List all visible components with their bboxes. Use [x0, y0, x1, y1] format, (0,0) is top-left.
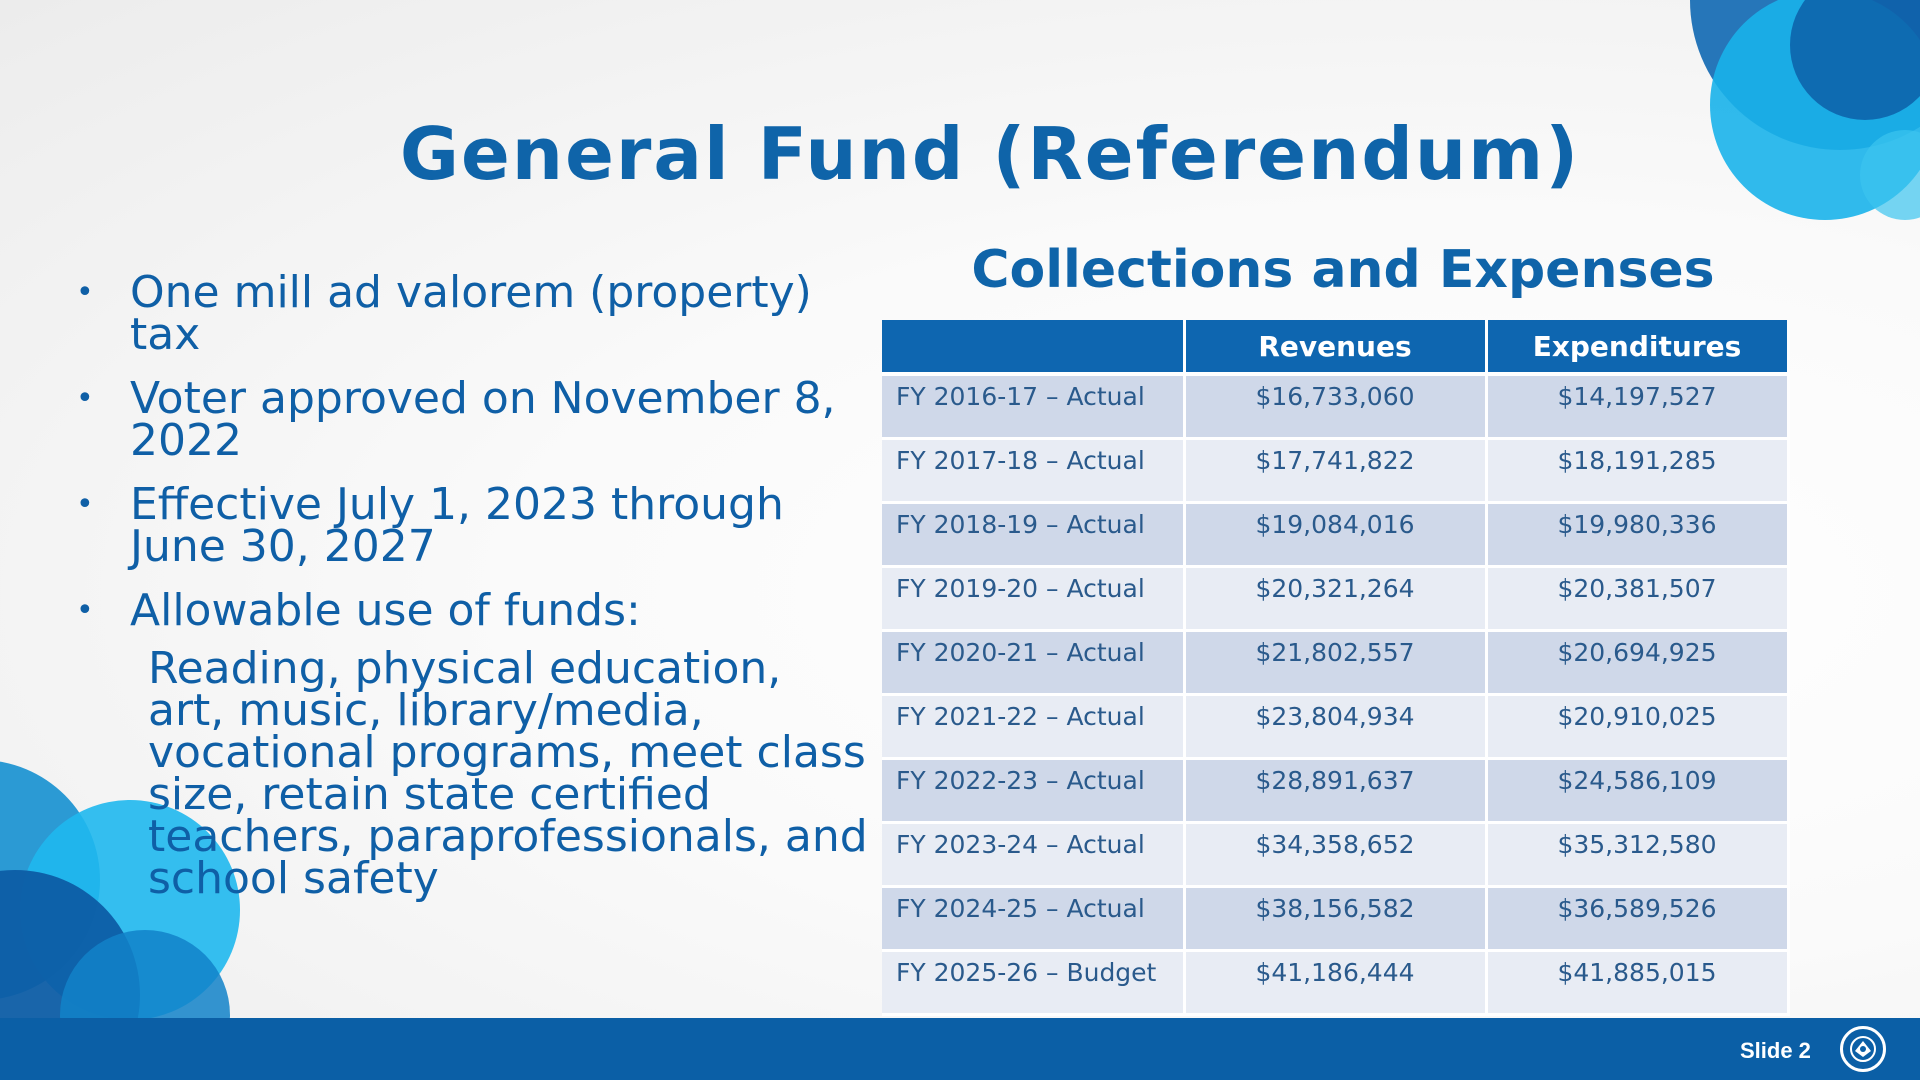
bullet-text: Voter approved on November 8, 2022	[130, 373, 836, 466]
fiscal-year-cell: FY 2022-23 – Actual	[882, 759, 1184, 823]
table-header-cell: Expenditures	[1486, 320, 1788, 374]
bullet-item	[70, 479, 870, 572]
bullet-dot-icon: •	[76, 275, 94, 310]
expenditures-cell: $14,197,527	[1486, 374, 1788, 439]
fiscal-year-cell: FY 2020-21 – Actual	[882, 631, 1184, 695]
fiscal-year-cell: FY 2017-18 – Actual	[882, 439, 1184, 503]
district-logo-icon	[1840, 1026, 1886, 1072]
table-row	[882, 759, 1788, 823]
table-row	[882, 503, 1788, 567]
revenues-cell: $38,156,582	[1184, 887, 1486, 951]
allowable-uses-text: Reading, physical education, art, music, library/media, vocational programs, meet class size, retain state certified teachers, paraprofessionals, and school safety	[148, 643, 868, 904]
revenues-cell: $28,891,637	[1184, 759, 1486, 823]
bullet-item	[70, 373, 870, 466]
fiscal-year-cell: FY 2016-17 – Actual	[882, 374, 1184, 439]
fiscal-year-cell: FY 2024-25 – Actual	[882, 887, 1184, 951]
table-title: Collections and Expenses	[971, 240, 1715, 300]
fiscal-year-cell: FY 2021-22 – Actual	[882, 695, 1184, 759]
revenues-cell: $34,358,652	[1184, 823, 1486, 887]
table-row	[882, 631, 1788, 695]
table-row	[882, 823, 1788, 887]
revenues-cell: $23,804,934	[1184, 695, 1486, 759]
revenues-cell: $17,741,822	[1184, 439, 1486, 503]
revenues-cell: $21,802,557	[1184, 631, 1486, 695]
table-header-cell: Revenues	[1184, 320, 1486, 374]
table-row	[882, 887, 1788, 951]
fiscal-year-cell: FY 2019-20 – Actual	[882, 567, 1184, 631]
table-row	[882, 951, 1788, 1015]
table-row	[882, 567, 1788, 631]
revenues-cell: $20,321,264	[1184, 567, 1486, 631]
table-row	[882, 439, 1788, 503]
expenditures-cell: $20,381,507	[1486, 567, 1788, 631]
bullet-dot-icon: •	[76, 487, 94, 522]
expenditures-cell: $24,586,109	[1486, 759, 1788, 823]
bullet-text: Allowable use of funds:	[130, 585, 641, 636]
revenues-cell: $41,186,444	[1184, 951, 1486, 1015]
expenditures-cell: $35,312,580	[1486, 823, 1788, 887]
expenditures-cell: $36,589,526	[1486, 887, 1788, 951]
revenues-cell: $19,084,016	[1184, 503, 1486, 567]
fiscal-year-cell: FY 2023-24 – Actual	[882, 823, 1184, 887]
table-row	[882, 374, 1788, 439]
bullet-list	[70, 267, 870, 904]
expenditures-cell: $20,694,925	[1486, 631, 1788, 695]
bullet-text: Effective July 1, 2023 through June 30, 2027	[130, 479, 784, 572]
bullet-item	[70, 267, 870, 360]
bullet-text: One mill ad valorem (property) tax	[130, 267, 812, 360]
slide-number: Slide 2	[1740, 1038, 1811, 1063]
table-header-cell	[882, 320, 1184, 374]
footer-bar	[0, 1018, 1920, 1080]
bullet-dot-icon: •	[76, 381, 94, 416]
bullet-dot-icon: •	[76, 593, 94, 628]
bullet-item	[70, 585, 870, 636]
table-row	[882, 695, 1788, 759]
revenues-cell: $16,733,060	[1184, 374, 1486, 439]
expenditures-cell: $18,191,285	[1486, 439, 1788, 503]
fiscal-year-cell: FY 2025-26 – Budget	[882, 951, 1184, 1015]
expenditures-cell: $41,885,015	[1486, 951, 1788, 1015]
fiscal-year-cell: FY 2018-19 – Actual	[882, 503, 1184, 567]
expenditures-cell: $19,980,336	[1486, 503, 1788, 567]
collections-expenses-table	[882, 320, 1790, 1016]
slide-title: General Fund (Referendum)	[399, 112, 1581, 196]
expenditures-cell: $20,910,025	[1486, 695, 1788, 759]
table-header-row	[882, 320, 1788, 374]
